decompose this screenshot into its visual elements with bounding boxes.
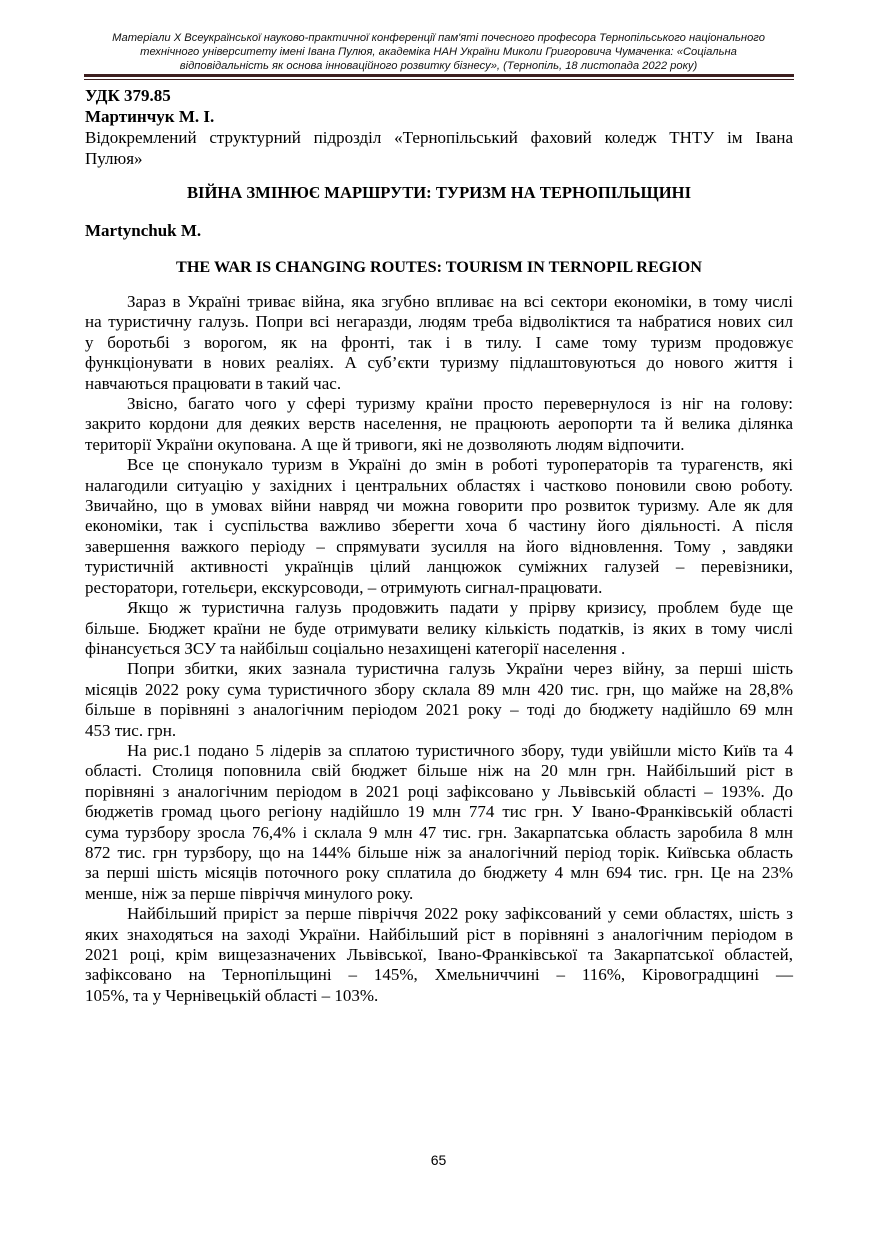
paragraph-line: порівняні з аналогічним періодом в 2021 році зафіксовано у Львівській області – 193%. До: [85, 781, 793, 801]
paragraph-6: [85, 741, 793, 904]
paragraph-line: бюджетів громад цього регіону надійшло 19 млн 774 тис грн. У Івано-Франківській області: [85, 802, 793, 822]
paragraph-line: 453 тис. грн.: [85, 720, 177, 740]
paragraph-line: закрито кордони для деяких верств населення, не працюють аеропорти та й велика ділянка: [85, 414, 793, 434]
paragraph-5: [85, 659, 793, 741]
paragraph-line: 872 тис. грн турзбору, що на 144% більше ніж за аналогічний період торік. Київська область: [85, 842, 793, 862]
affiliation-line: Відокремлений структурний підрозділ «Тернопільський фаховий коледж ТНТУ ім Івана: [85, 128, 793, 147]
paragraph-3: [85, 455, 793, 598]
header-line: Матеріали Х Всеукраїнської науково-практичної конференції пам'яті почесного професора Тернопільського національного: [112, 32, 765, 44]
udc-code: УДК 379.85: [85, 86, 171, 105]
header-rule-thin: [84, 79, 794, 80]
paragraph-line: області. Столиця поповнила свій бюджет більше ніж на 20 млн грн. Найбільший ріст в: [85, 761, 793, 781]
paragraph-4: [85, 598, 793, 659]
header-line: технічного університету імені Івана Пулюя, академіка НАН України Миколи Григоровича Чумаченка: «Соціальна: [140, 46, 737, 58]
paragraph-line: навчаються працювати в такий час.: [85, 373, 342, 393]
paragraph-7: [85, 904, 793, 1006]
paragraph-line: Звісно, багато чого у сфері туризму країни просто перевернулося із ніг на голову:: [127, 394, 793, 414]
paragraph-line: завершення важкого періоду – спрямувати зусилля на його відновлення. Тому , завдяки: [85, 536, 793, 556]
paragraph-line: більше. Бюджет країни не буде отримувати велику кількість податків, із яких в тому числі: [85, 618, 793, 638]
paragraph-line: ресторатори, готельєри, екскурсоводи, – отримують сигнал-працювати.: [85, 577, 603, 597]
paragraph-line: Найбільший приріст за перше півріччя 2022 року зафіксований у семи областях, шість з: [127, 904, 793, 924]
paragraph-line: яких знаходяться на заході України. Найбільший ріст в порівняні з аналогічним періодом в: [85, 924, 793, 944]
conference-header: [0, 31, 877, 73]
paragraph-line: фінансується ЗСУ та найбільш соціально незахищені категорії населення .: [85, 638, 626, 658]
paragraph-line: Все це спонукало туризм в Україні до змін в роботі туроператорів та турагенств, які: [127, 455, 793, 475]
paragraph-line: місяців 2022 року сума туристичного збору склала 89 млн 420 тис. грн, що майже на 28,8%: [85, 679, 793, 699]
article-title-en: THE WAR IS CHANGING ROUTES: TOURISM IN TERNOPIL REGION: [176, 258, 702, 276]
paragraph-line: Звичайно, що в умовах війни навряд чи можна говорити про розвиток туризму. Але як для: [85, 496, 793, 516]
paragraph-line: більше в порівняні з аналогічним періодом 2021 року – тоді до бюджету надійшло 69 млн: [85, 700, 793, 720]
paragraph-1: [85, 292, 793, 394]
paragraph-line: Якщо ж туристична галузь продовжить падати у прірву кризису, проблем буде ще: [127, 598, 793, 618]
author-name-ua: Мартинчук М. І.: [85, 107, 215, 126]
paragraph-line: туристичній активності українців цілий ланцюжок суміжних галузей – перевізники,: [85, 557, 793, 577]
article-body: [85, 292, 793, 1006]
page-number: 65: [430, 1152, 447, 1168]
article-meta: [85, 85, 793, 169]
header-line: відповідальність як основа інноваційного розвитку бізнесу», (Тернопіль, 18 листопада 2022 року): [179, 60, 698, 72]
paragraph-line: На рис.1 подано 5 лідерів за сплатою туристичного збору, туди увійшли місто Київ та 4: [127, 740, 793, 760]
paragraph-line: Попри збитки, яких зазнала туристична галузь України через війну, за перші шість: [127, 659, 793, 679]
paragraph-line: налагодили ситуацію у західних і центральних областях і частково поновили свою роботу.: [85, 475, 793, 495]
paragraph-2: [85, 394, 793, 455]
paragraph-line: за перші шість місяців поточного року сплатила до бюджету 4 млн 694 тис. грн. Це на 23%: [85, 863, 793, 883]
paragraph-line: економіки, так і суспільства важливо зберегти хоча б частину його діяльності. А після: [85, 516, 793, 536]
paragraph-line: функціонувати в нових реаліях. А суб’єкти туризму підлаштовуються до нового життя і: [85, 353, 793, 373]
header-rule-thick: [84, 74, 794, 77]
paragraph-line: менше, ніж за перше півріччя минулого року.: [85, 883, 414, 903]
article-title-ua: ВІЙНА ЗМІНЮЄ МАРШРУТИ: ТУРИЗМ НА ТЕРНОПІЛЬЩИНІ: [186, 183, 692, 202]
paragraph-line: зафіксовано на Тернопільщині – 145%, Хмельниччині – 116%, Кіровоградщині —: [85, 965, 793, 985]
affiliation-line: Пулюя»: [85, 149, 143, 168]
paragraph-line: Зараз в Україні триває війна, яка згубно впливає на всі сектори економіки, в тому числі: [127, 292, 793, 311]
paragraph-line: 105%, та у Чернівецькій області – 103%.: [85, 985, 379, 1005]
paragraph-line: сума турзбору зросла 76,4% і склала 9 млн 47 тис. грн. Закарпатська область заробила 8 млн: [85, 822, 793, 842]
paragraph-line: на туристичну галузь. Попри всі негаразди, людям треба відволіктися та набратися нових сил: [85, 312, 793, 332]
paragraph-line: у боротьбі з ворогом, як на фронті, так і в тилу. І саме тому туризм продовжує: [85, 332, 793, 352]
paragraph-line: 2021 році, крім вищезазначених Львівської, Івано-Франківської та Закарпатської областей,: [85, 945, 793, 964]
paragraph-line: території України окупована. А ще й тривоги, які не дозволяють людям відпочити.: [85, 434, 685, 454]
author-name-en: Martynchuk M.: [85, 221, 202, 240]
